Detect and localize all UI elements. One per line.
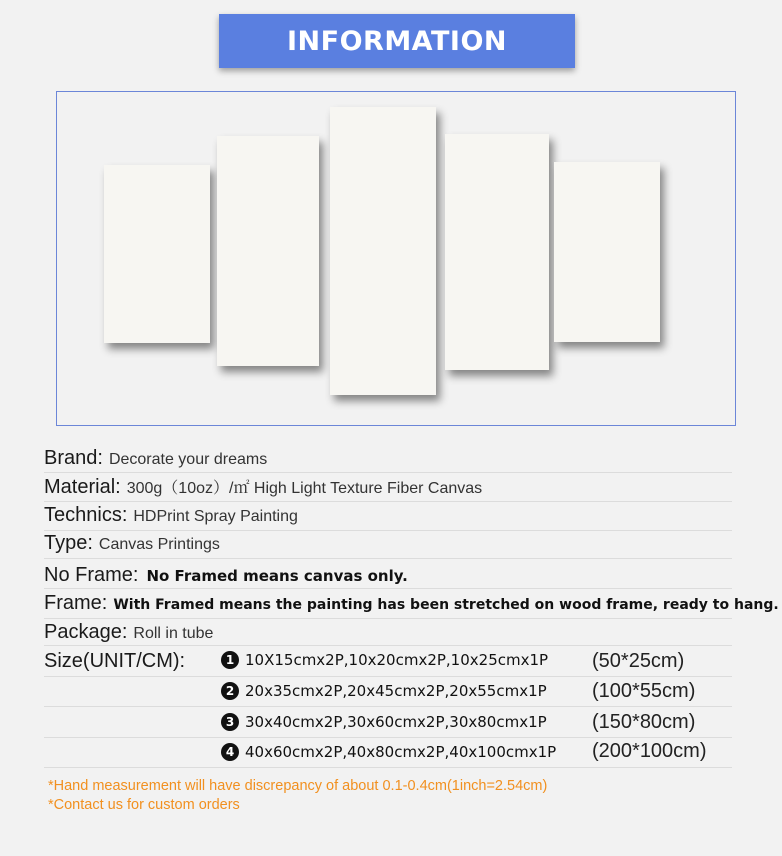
spec-row-frame <box>44 592 779 619</box>
size-total: (200*100cm) <box>592 740 707 762</box>
canvas-panel-1 <box>104 165 210 343</box>
technics-value: HDPrint Spray Painting <box>133 508 298 525</box>
spec-row-package <box>44 621 732 646</box>
size-total: (150*80cm) <box>592 711 696 733</box>
divider <box>44 767 732 768</box>
banner-title: INFORMATION <box>286 25 507 57</box>
frame-value: With Framed means the painting has been stretched on wood frame, ready to hang. <box>113 597 779 613</box>
size-option-4 <box>221 743 556 761</box>
canvas-panel-4 <box>445 134 549 370</box>
material-label: Material: <box>44 476 121 498</box>
measurement-note: *Hand measurement will have discrepancy of about 0.1-0.4cm(1inch=2.54cm) <box>48 778 548 794</box>
number-2-icon: 2 <box>221 682 239 700</box>
type-label: Type: <box>44 532 93 554</box>
material-value: 300g（10oz）/㎡ High Light Texture Fiber Canvas <box>126 480 483 497</box>
size-option-1 <box>221 651 548 669</box>
canvas-panel-5 <box>554 162 660 342</box>
custom-order-note: *Contact us for custom orders <box>48 797 240 813</box>
size-total: (50*25cm) <box>592 650 685 672</box>
size-pieces: 30x40cmx2P,30x60cmx2P,30x80cmx1P <box>245 713 547 731</box>
brand-label: Brand: <box>44 447 103 469</box>
divider <box>44 676 732 677</box>
frame-label: Frame: <box>44 592 108 614</box>
divider <box>44 737 732 738</box>
spec-row-type <box>44 532 732 559</box>
canvas-panel-3 <box>330 107 436 395</box>
size-pieces: 20x35cmx2P,20x45cmx2P,20x55cmx1P <box>245 682 547 700</box>
package-label: Package: <box>44 621 128 643</box>
size-option-3 <box>221 713 547 731</box>
number-3-icon: 3 <box>221 713 239 731</box>
size-label: Size(UNIT/CM): <box>44 650 186 672</box>
spec-row-technics <box>44 504 732 531</box>
no-frame-label: No Frame: <box>44 564 139 586</box>
no-frame-value: No Framed means canvas only. <box>146 567 408 585</box>
number-4-icon: 4 <box>221 743 239 761</box>
spec-row-material <box>44 475 732 502</box>
number-1-icon: 1 <box>221 651 239 669</box>
spec-row-brand <box>44 447 732 473</box>
type-value: Canvas Printings <box>98 536 220 553</box>
divider <box>44 706 732 707</box>
size-total: (100*55cm) <box>592 680 696 702</box>
size-option-2 <box>221 682 547 700</box>
spec-row-no-frame <box>44 564 732 589</box>
brand-value: Decorate your dreams <box>108 451 268 468</box>
size-pieces: 10X15cmx2P,10x20cmx2P,10x25cmx1P <box>245 651 549 669</box>
canvas-panel-2 <box>217 136 319 366</box>
package-value: Roll in tube <box>133 625 214 642</box>
canvas-preview <box>56 91 736 426</box>
size-pieces: 40x60cmx2P,40x80cmx2P,40x100cmx1P <box>245 743 557 761</box>
technics-label: Technics: <box>44 504 128 526</box>
information-banner <box>219 14 575 68</box>
